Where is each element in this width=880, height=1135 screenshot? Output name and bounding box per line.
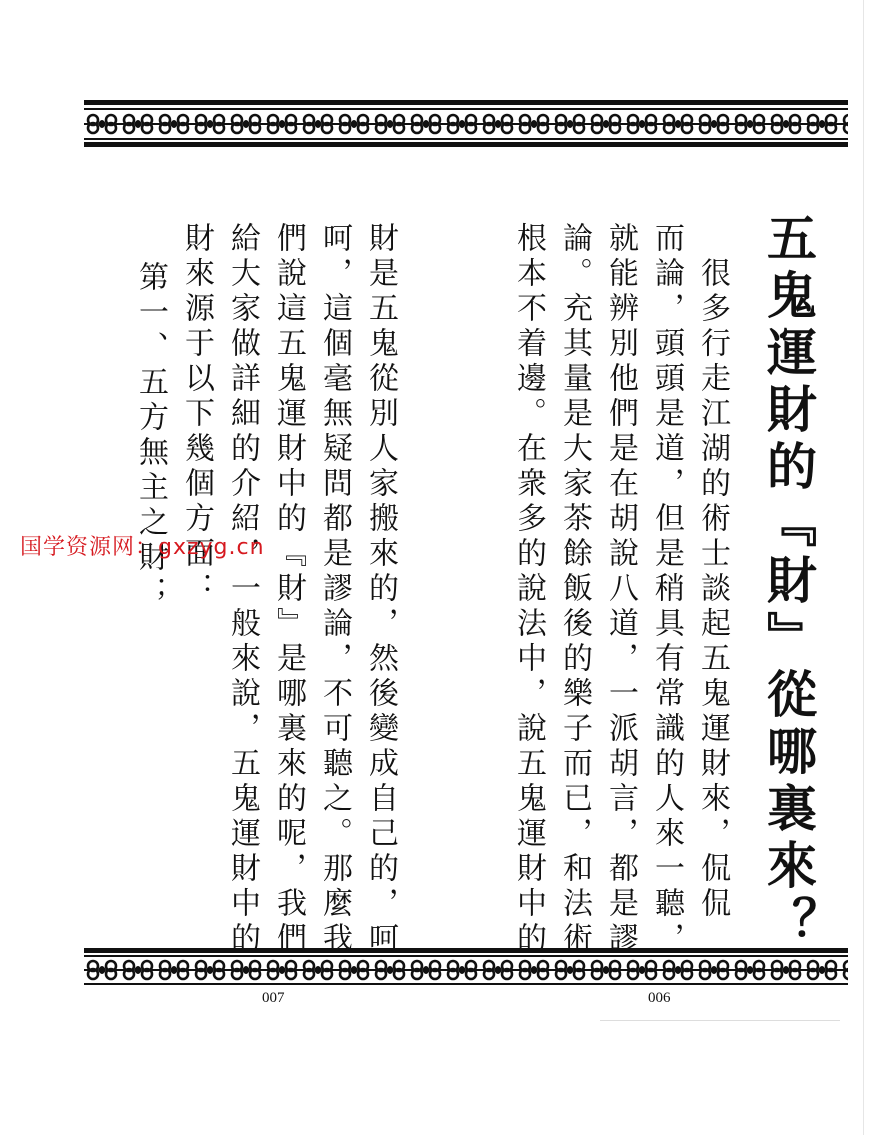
text-column-5: 根本不着邊。在衆多的說法中，說五鬼運財中的 [511,222,546,957]
page-edge [863,0,864,1135]
scan-artifact-line [600,1020,840,1021]
text-column-2: 而論，頭頭是道，但是稍具有常識的人來一聽， [649,222,684,957]
text-column-1: 很多行走江湖的術士談起五鬼運財來，侃侃 [695,222,730,922]
text-column-4: 論。充其量是大家茶餘飯後的樂子而已，和法術 [557,222,592,957]
text-column-7: 呵，這個毫無疑問都是謬論，不可聽之。那麼我 [317,222,352,957]
page-number-right: 006 [648,990,671,1006]
text-column-9: 給大家做詳細的介紹，一般來說，五鬼運財中的 [225,222,260,957]
page-title: 五鬼運財的『財』從哪裏來？ [759,212,818,953]
text-column-11: 第一、五方無主之財； [133,226,168,611]
top-ornamental-border [84,100,848,148]
text-column-10: 財來源于以下幾個方面： [179,222,214,607]
page-number-left: 007 [262,990,285,1006]
text-column-8: 們說這五鬼運財中的『財』是哪裏來的呢，我們 [271,222,306,957]
bottom-ornamental-border [84,948,848,990]
watermark-text: 国学资源网：gxzyg.cn [20,535,265,560]
text-column-6: 財是五鬼從別人家搬來的，然後變成自己的，呵 [363,222,398,957]
text-column-3: 就能辨別他們是在胡說八道，一派胡言，都是謬 [603,222,638,957]
